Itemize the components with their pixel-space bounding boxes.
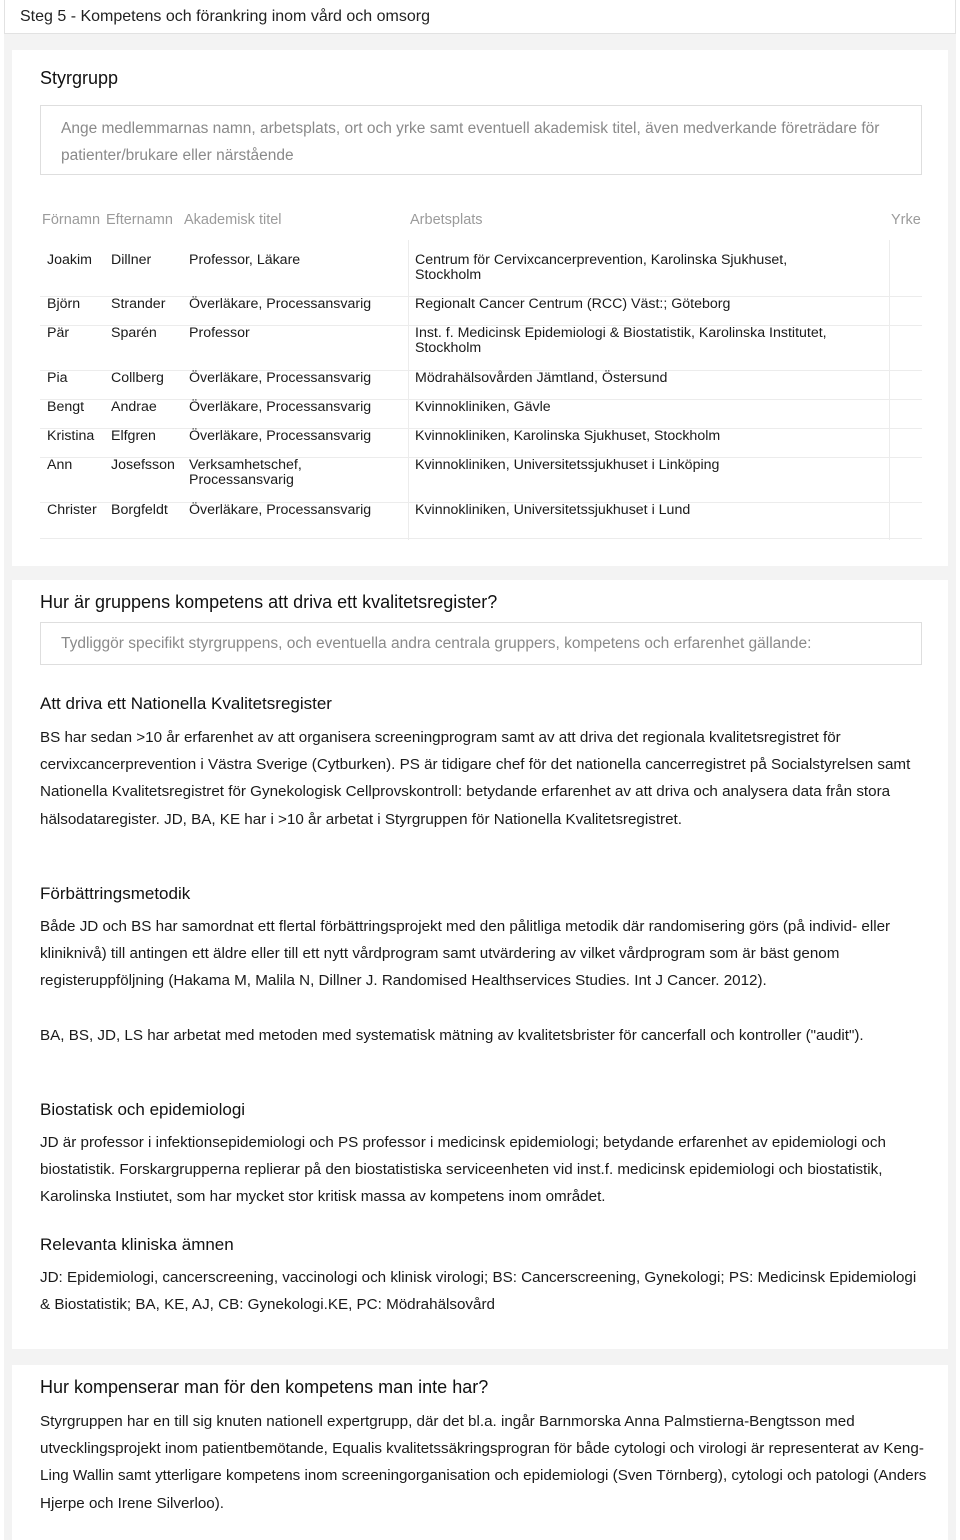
col-academic-title: Akademisk titel <box>184 212 282 228</box>
member-first-name: Pär <box>47 325 70 341</box>
section-heading: Relevanta kliniska ämnen <box>40 1235 234 1254</box>
member-workplace: Kvinnokliniken, Universitetssjukhuset i Lund <box>415 502 691 518</box>
member-last-name: Andrae <box>111 399 157 415</box>
steering-group-card <box>12 50 948 566</box>
member-last-name: Elfgren <box>111 428 156 444</box>
member-first-name: Joakim <box>47 252 92 268</box>
competence-title: Hur är gruppens kompetens att driva ett kvalitetsregister? <box>40 592 498 612</box>
member-title: Överläkare, Processansvarig <box>189 399 372 415</box>
table-row <box>40 429 922 458</box>
section-heading: Att driva ett Nationella Kvalitetsregister <box>40 694 332 713</box>
table-row <box>40 371 922 400</box>
section-text: JD: Epidemiologi, cancerscreening, vaccinologi och klinisk virologi; BS: Cancerscreening, Gynekologi; PS: Medicinsk Epidemiologi & Biostatistik; BA, KE, AJ, CB: Gynekologi.KE, PC: Mödrahälsovård <box>40 1269 917 1314</box>
section-heading: Biostatisk och epidemiologi <box>40 1100 246 1119</box>
member-first-name: Bengt <box>47 399 85 415</box>
member-last-name: Sparén <box>111 325 157 341</box>
member-workplace: Kvinnokliniken, Universitetssjukhuset i Linköping <box>415 457 720 473</box>
compensation-title: Hur kompenserar man för den kompetens man inte har? <box>40 1377 489 1397</box>
member-workplace: Kvinnokliniken, Gävle <box>415 399 551 415</box>
table-row <box>40 326 922 371</box>
member-title: Verksamhetschef, Processansvarig <box>189 457 302 488</box>
col-workplace: Arbetsplats <box>410 212 483 228</box>
member-title: Professor, Läkare <box>189 252 301 268</box>
section-heading: Förbättringsmetodik <box>40 884 191 903</box>
competence-card <box>12 580 948 1349</box>
member-last-name: Borgfeldt <box>111 502 168 518</box>
table-row <box>40 253 922 297</box>
table-row <box>40 297 922 326</box>
section-text: Både JD och BS har samordnat ett flertal förbättringsprojekt med den pålitliga metodik där randomisering görs (på individ- eller kliniknivå) till antingen ett äldre eller till ett nytt vårdprogram samt utvärdering av vilket vårdprogram som är bäst genom registeruppföljning (Hakama M, Malila N, Dillner J. Randomised Healthservices Studies. Int J Cancer. 2012). <box>40 918 891 990</box>
member-title: Professor <box>189 325 250 341</box>
member-first-name: Kristina <box>47 428 95 444</box>
compensation-card <box>12 1365 948 1540</box>
col-last-name: Efternamn <box>106 212 173 228</box>
member-title: Överläkare, Processansvarig <box>189 428 372 444</box>
content-area <box>4 34 956 1540</box>
member-first-name: Ann <box>47 457 73 473</box>
member-last-name: Strander <box>111 296 166 312</box>
member-workplace: Regionalt Cancer Centrum (RCC) Väst:; Göteborg <box>415 296 731 312</box>
member-workplace: Inst. f. Medicinsk Epidemiologi & Biostatistik, Karolinska Institutet, Stockholm <box>415 325 827 356</box>
col-profession: Yrke <box>891 212 921 228</box>
compensation-text: Styrgruppen har en till sig knuten nationell expertgrupp, där det bl.a. ingår Barnmorska Anna Palmstierna-Bengtsson med utvecklingsprojekt inom patientbemötande, Equalis kvalitetssäkringsprogran för både cytologi och virologi är representerat av Keng-Ling Wallin samt ytterligare kompetens inom screeningorganisation och epidemiologi (Sven Törnberg), cytologi och patologi (Anders Hjerpe och Irene Silverloo). <box>40 1413 927 1512</box>
col-first-name: Förnamn <box>42 212 101 228</box>
competence-instruction: Tydliggör specifikt styrgruppens, och eventuella andra centrala gruppers, kompetens och erfarenhet gällande: <box>40 622 922 665</box>
page-header <box>4 0 956 34</box>
member-last-name: Dillner <box>111 252 152 268</box>
member-title: Överläkare, Processansvarig <box>189 502 372 518</box>
table-row <box>40 458 922 503</box>
steering-instruction: Ange medlemmarnas namn, arbetsplats, ort och yrke samt eventuell akademisk titel, även medverkande företrädare för patienter/brukare eller närstående <box>40 105 922 175</box>
member-last-name: Collberg <box>111 370 164 386</box>
member-title: Överläkare, Processansvarig <box>189 296 372 312</box>
member-last-name: Josefsson <box>111 457 175 473</box>
section-text-continued: BA, BS, JD, LS har arbetat med metoden med systematisk mätning av kvalitetsbrister för cancerfall och kontroller ("audit"). <box>40 1027 864 1044</box>
table-row <box>40 400 922 429</box>
member-first-name: Christer <box>47 502 97 518</box>
page-title: Steg 5 - Kompetens och förankring inom vård och omsorg <box>20 8 430 25</box>
member-workplace: Centrum för Cervixcancerprevention, Karolinska Sjukhuset, Stockholm <box>415 252 788 283</box>
member-title: Överläkare, Processansvarig <box>189 370 372 386</box>
member-first-name: Björn <box>47 296 81 312</box>
member-workplace: Mödrahälsovården Jämtland, Östersund <box>415 370 668 386</box>
steering-group-title: Styrgrupp <box>40 68 119 88</box>
member-workplace: Kvinnokliniken, Karolinska Sjukhuset, Stockholm <box>415 428 721 444</box>
table-row <box>40 503 922 539</box>
member-first-name: Pia <box>47 370 68 386</box>
section-text: BS har sedan >10 år erfarenhet av att organisera screeningprogram samt av att driva det regionala kvalitetsregistret för cervixcancerprevention i Västra Sverige (Cytburken). PS är tidigare chef för det nationella cancerregistret på Socialstyrelsen samt Nationella Kvalitetsregistret för Gynekologisk Cellprovskontroll: betydande erfarenhet av att driva och analysera data från stora hälsodataregister. JD, BA, KE har i >10 år arbetat i Styrgruppen för Nationella Kvalitetsregistret. <box>40 729 911 828</box>
section-text: JD är professor i infektionsepidemiologi och PS professor i medicinsk epidemiologi; betydande erfarenhet av epidemiologi och biostatistik. Forskargrupperna replierar på den biostatistiska serviceenheten vid inst.f. medicinsk epidemiologi och biostatistik, Karolinska Instiutet, som har mycket stor kritisk massa av kompetens inom området. <box>40 1134 886 1206</box>
